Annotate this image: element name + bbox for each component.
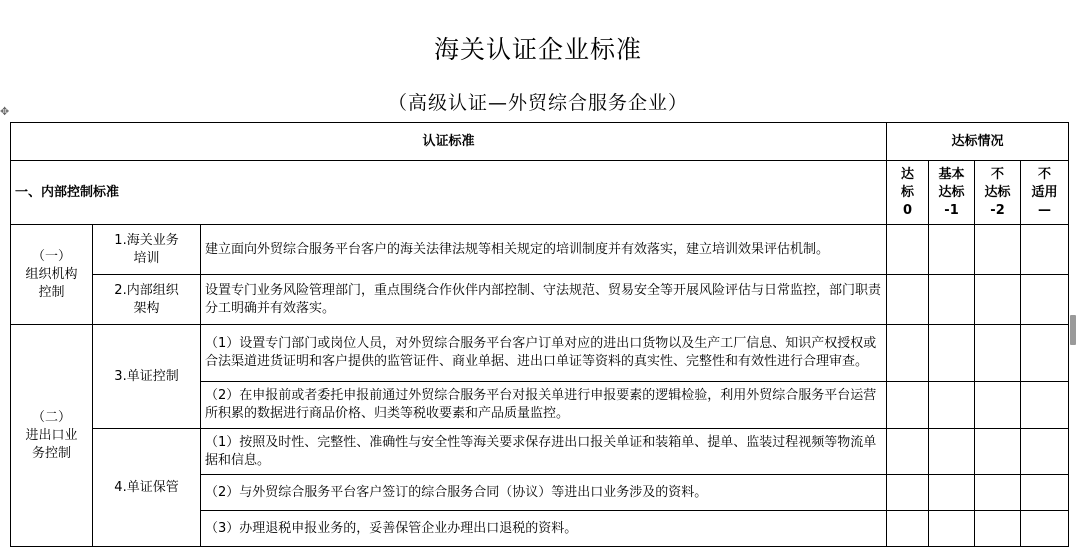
table-row [11, 325, 1069, 382]
check-cell[interactable] [975, 382, 1021, 429]
status-pass-header: 达 标 0 [887, 161, 929, 225]
check-cell[interactable] [887, 475, 929, 511]
check-cell[interactable] [929, 475, 975, 511]
page-subtitle: （高级认证—外贸综合服务企业） [387, 92, 688, 114]
check-cell[interactable] [1021, 225, 1069, 275]
section-row [11, 161, 1069, 225]
check-cell[interactable] [887, 275, 929, 325]
check-cell[interactable] [975, 429, 1021, 475]
item-customs-training: 1.海关业务 培训 [93, 225, 201, 275]
check-cell[interactable] [887, 225, 929, 275]
table-row [11, 275, 1069, 325]
check-cell[interactable] [1021, 475, 1069, 511]
check-cell[interactable] [929, 429, 975, 475]
table-row [11, 225, 1069, 275]
page-title: 海关认证企业标准 [433, 35, 642, 64]
check-cell[interactable] [929, 225, 975, 275]
check-cell[interactable] [975, 275, 1021, 325]
category-org-control: （一） 组织机构 控制 [11, 225, 93, 325]
standard-text: （1）按照及时性、完整性、准确性与安全性等海关要求保存进出口报关单证和装箱单、提单、监装过程视频等物流单据和信息。 [201, 429, 887, 475]
status-fail-header: 不 达标 -2 [975, 161, 1021, 225]
check-cell[interactable] [1021, 382, 1069, 429]
standard-text: （3）办理退税申报业务的，妥善保管企业办理出口退税的资料。 [201, 511, 887, 547]
item-internal-org: 2.内部组织 架构 [93, 275, 201, 325]
header-row [11, 123, 1069, 161]
check-cell[interactable] [975, 475, 1021, 511]
standard-text: （2）在申报前或者委托申报前通过外贸综合服务平台对报关单进行申报要素的逻辑检验，利用外贸综合服务平台运营所积累的数据进行商品价格、归类等税收要素和产品质量监控。 [201, 382, 887, 429]
table-move-handle-icon[interactable]: ✥ [0, 105, 10, 118]
standard-text: （1）设置专门部门或岗位人员，对外贸综合服务平台客户订单对应的进出口货物以及生产工厂信息、知识产权授权或合法渠道进货证明和客户提供的监管证件、商业单据、进出口单证等资料的真实性、完整性和有效性进行合理审查。 [201, 325, 887, 382]
item-document-storage: 4.单证保管 [93, 429, 201, 547]
item-document-control: 3.单证控制 [93, 325, 201, 429]
check-cell[interactable] [975, 325, 1021, 382]
standard-text: 建立面向外贸综合服务平台客户的海关法律法规等相关规定的培训制度并有效落实，建立培训效果评估机制。 [201, 225, 887, 275]
standard-text: （2）与外贸综合服务平台客户签订的综合服务合同（协议）等进出口业务涉及的资料。 [201, 475, 887, 511]
check-cell[interactable] [975, 511, 1021, 547]
table-row [11, 429, 1069, 475]
check-cell[interactable] [929, 511, 975, 547]
standard-text: 设置专门业务风险管理部门，重点围绕合作伙伴内部控制、守法规范、贸易安全等开展风险评估与日常监控，部门职责分工明确并有效落实。 [201, 275, 887, 325]
category-import-export: （二） 进出口业 务控制 [11, 325, 93, 547]
check-cell[interactable] [1021, 511, 1069, 547]
check-cell[interactable] [1021, 325, 1069, 382]
check-cell[interactable] [887, 382, 929, 429]
check-cell[interactable] [1021, 429, 1069, 475]
check-cell[interactable] [929, 382, 975, 429]
check-cell[interactable] [929, 275, 975, 325]
status-basic-header: 基本 达标 -1 [929, 161, 975, 225]
section-title: 一、内部控制标准 [11, 161, 887, 225]
check-cell[interactable] [929, 325, 975, 382]
check-cell[interactable] [887, 429, 929, 475]
check-cell[interactable] [975, 225, 1021, 275]
check-cell[interactable] [887, 511, 929, 547]
header-standard: 认证标准 [11, 123, 887, 161]
status-na-header: 不 适用 — [1021, 161, 1069, 225]
scrollbar-thumb[interactable] [1070, 315, 1076, 345]
check-cell[interactable] [887, 325, 929, 382]
header-status: 达标情况 [887, 123, 1069, 161]
check-cell[interactable] [1021, 275, 1069, 325]
standards-table [10, 122, 1069, 547]
